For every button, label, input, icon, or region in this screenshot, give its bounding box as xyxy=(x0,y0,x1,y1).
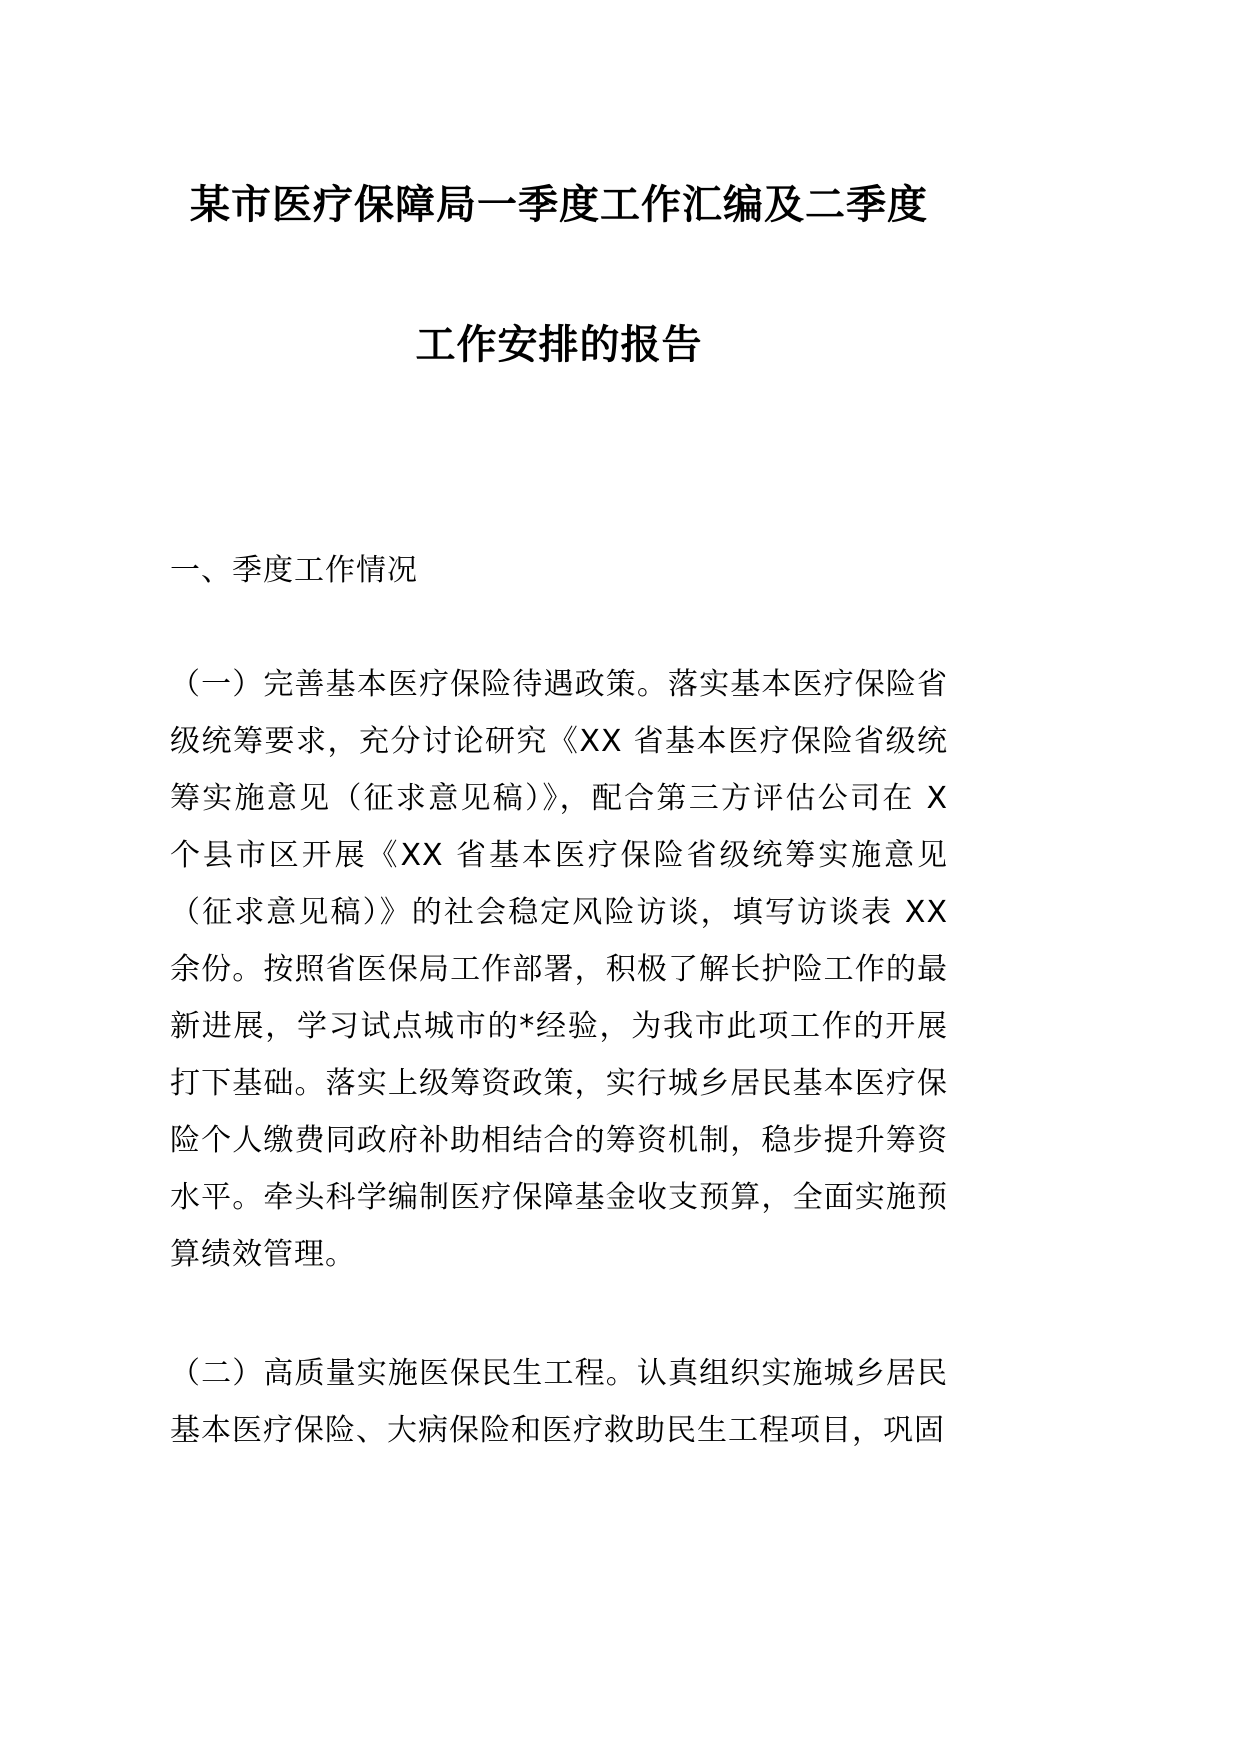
document-title xyxy=(170,180,948,370)
document-title-line-1: 某市医疗保障局一季度工作汇编及二季度 xyxy=(190,182,928,228)
paragraph-1: （一）完善基本医疗保险待遇政策。落实基本医疗保险省级统筹要求，充分讨论研究《XX 省基本医疗保险省级统筹实施意见（征求意见稿）》，配合第三方评估公司在 X 个县市区开展《XX 省基本医疗保险省级统筹实施意见（征求意见稿）》的社会稳定风险访谈，填写访谈表 XX 余份。按照省医保局工作部署，积极了解长护险工作的最新进展，学习试点城市的*经验，为我市此项工作的开展打下基础。落实上级筹资政策，实行城乡居民基本医疗保险个人缴费同政府补助相结合的筹资机制，稳步提升筹资水平。牵头科学编制医疗保障基金收支预算，全面实施预算绩效管理。 xyxy=(170,667,948,1272)
section-heading: 一、季度工作情况 xyxy=(170,553,418,588)
document-title-line-2: 工作安排的报告 xyxy=(415,322,703,368)
document-content xyxy=(170,0,948,1459)
paragraph-2: （二）高质量实施医保民生工程。认真组织实施城乡居民基本医疗保险、大病保险和医疗救助民生工程项目，巩固 xyxy=(170,1356,948,1448)
